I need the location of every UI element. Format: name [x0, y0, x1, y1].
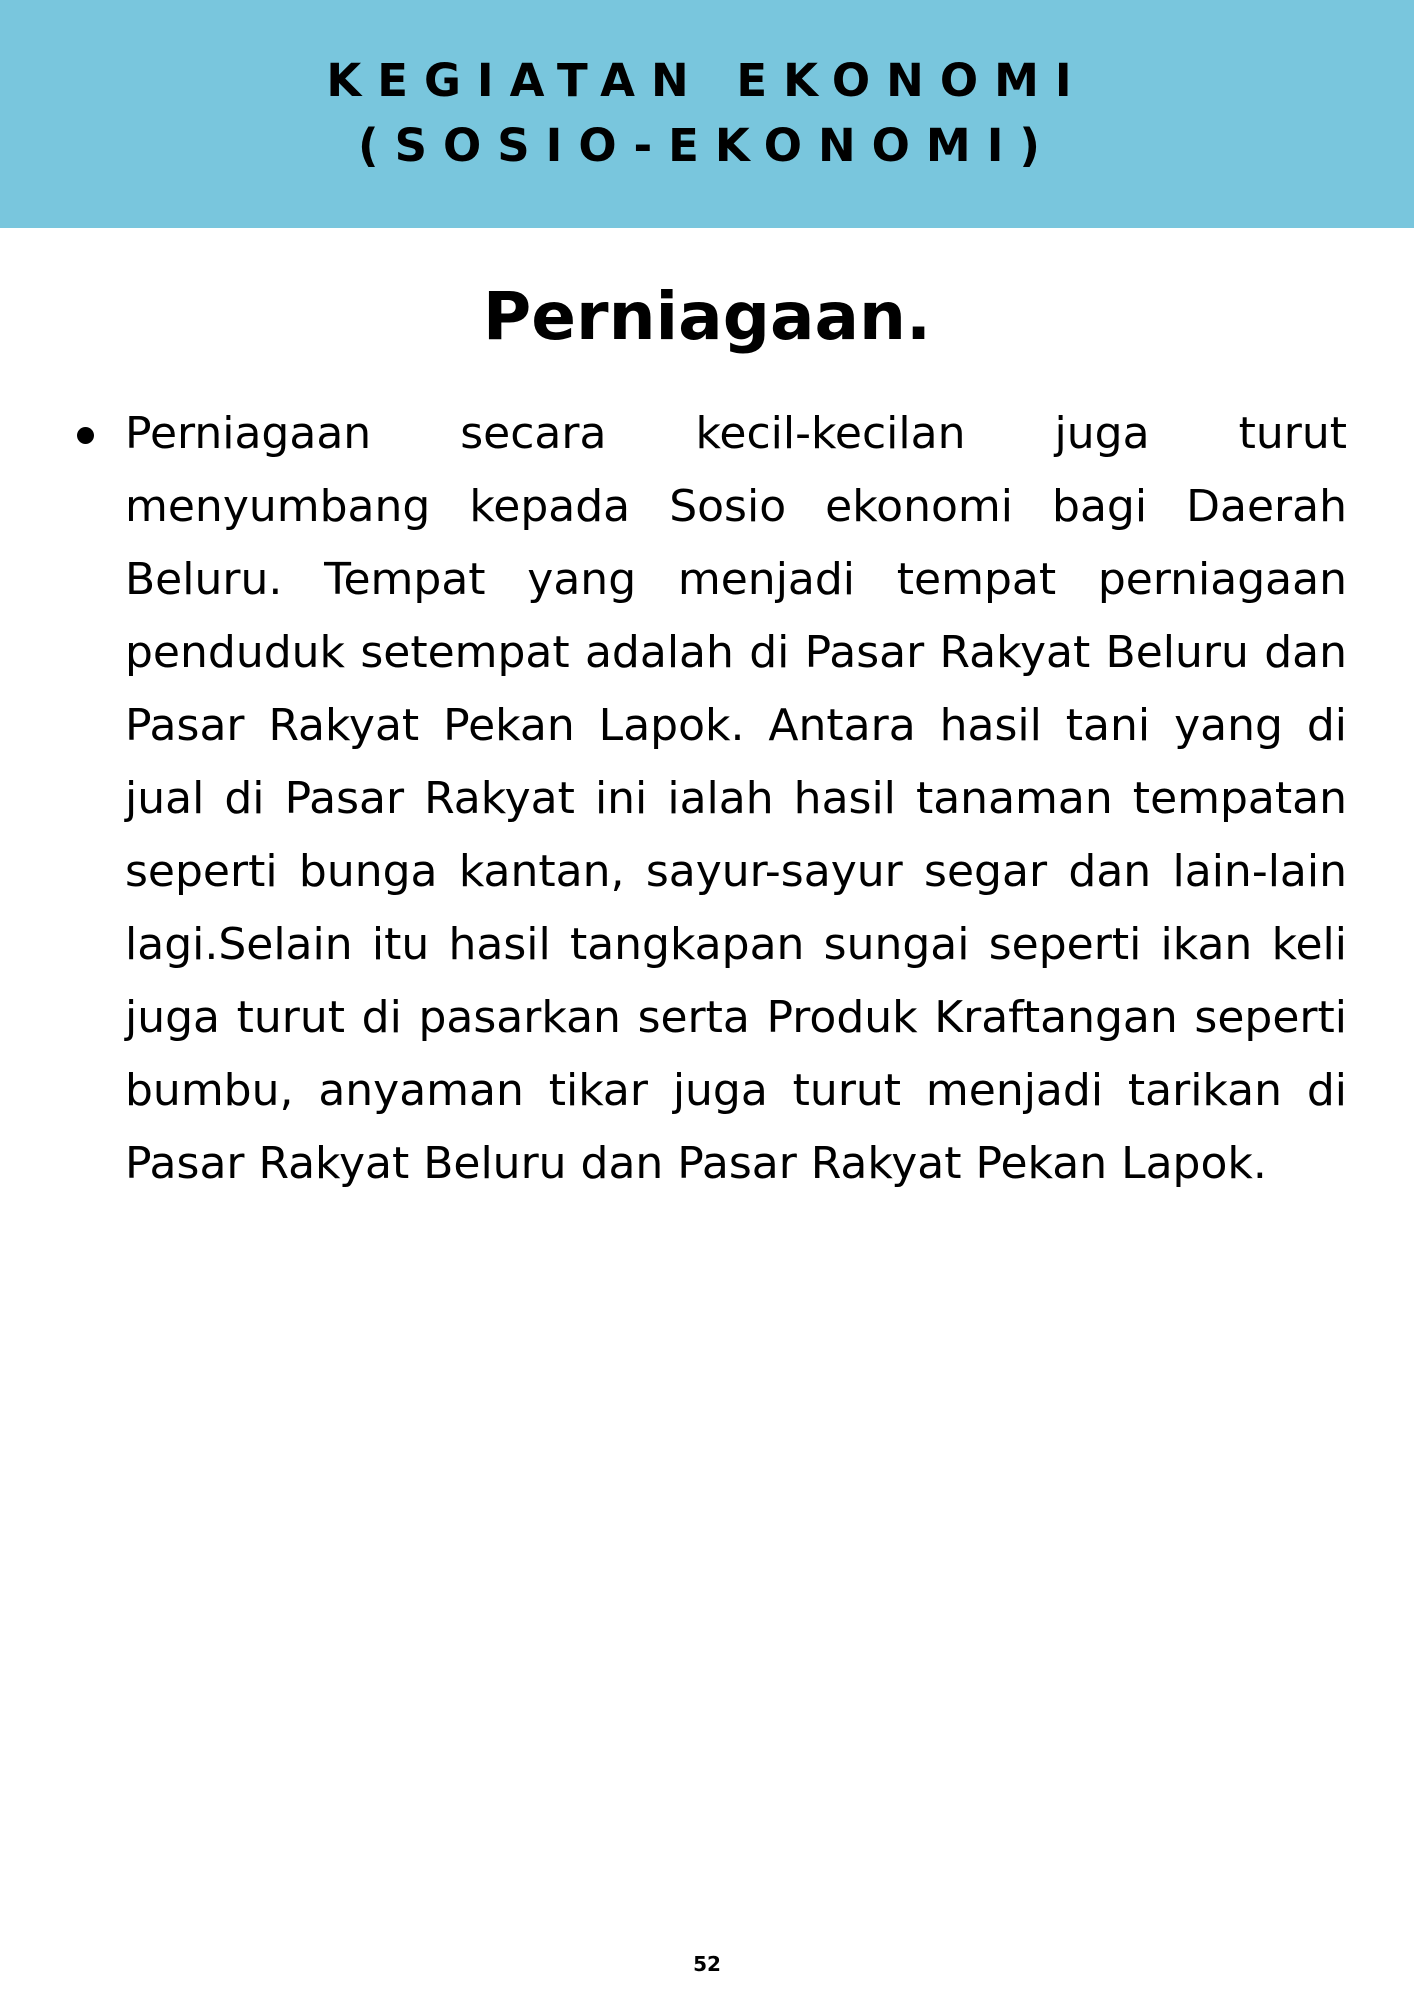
bullet-paragraph: Perniagaan secara kecil-kecilan juga turut menyumbang kepada Sosio ekonomi bagi Daerah Beluru. Tempat yang menjadi tempat perniagaan penduduk setempat adalah di Pasar Rakyat Beluru dan Pasar Rakyat Pekan Lapok. Antara hasil tani yang di jual di Pasar Rakyat ini ialah hasil tanaman tempatan seperti bunga kantan, sayur-sayur segar dan lain-lain lagi.Selain itu hasil tangkapan sungai seperti ikan keli juga turut di pasarkan serta Produk Kraftangan seperti bumbu, anyaman tikar juga turut menjadi tarikan di Pasar Rakyat Beluru dan Pasar Rakyat Pekan Lapok. — [125, 408, 1347, 1189]
header-title-line-1: KEGIATAN EKONOMI — [326, 54, 1088, 107]
section-title: Perniagaan. — [482, 278, 932, 355]
header-band — [0, 0, 1414, 228]
bullet-icon — [77, 427, 94, 444]
page-number: 52 — [693, 1952, 721, 1976]
header-title-line-2: (SOSIO-EKONOMI) — [358, 119, 1056, 172]
